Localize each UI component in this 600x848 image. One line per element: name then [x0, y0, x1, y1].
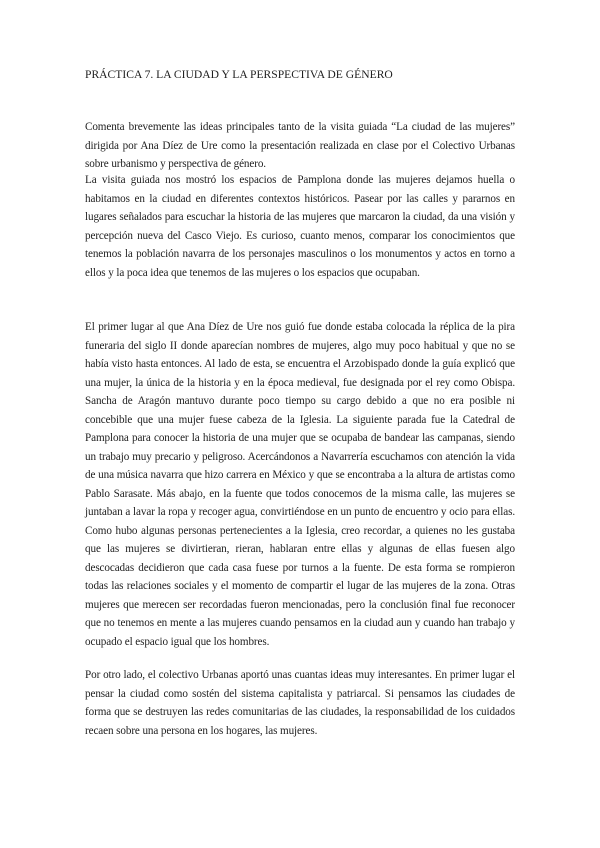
paragraph-visit-overview: La visita guiada nos mostró los espacios de Pamplona donde las mujeres dejamos huella o habitamos en la ciudad en diferentes contextos históricos. Pasear por las calles y pararnos en lugares señalados para escuchar la historia de las mujeres que marcaron la ciudad, da una visión y percepción nueva del Casco Viejo. Es curioso, cuanto menos, comparar los conocimientos que tenemos la población navarra de los personajes masculinos o los monumentos y actos en torno a ellos y la poca idea que tenemos de las mujeres o los espacios que ocupaban. — [85, 174, 515, 279]
paragraph-visit-stops: El primer lugar al que Ana Díez de Ure nos guió fue donde estaba colocada la réplica de la pira funeraria del siglo II donde aparecían nombres de mujeres, algo muy poco habitual y que no se había visto hasta entonces. Al lado de esta, se encuentra el Arzobispado donde la guía explicó que una mujer, la única de la historia y en la época medieval, fue designada por el rey como Obispa. Sancha de Aragón mantuvo durante poco tiempo su cargo debido a que no era posible ni concebible que una mujer fuese cabeza de la Iglesia. La siguiente parada fue la Catedral de Pamplona para conocer la historia de una mujer que se ocupaba de bandear las campanas, siendo un trabajo muy precario y peligroso. Acercándonos a Navarrería escuchamos con atención la vida de una música navarra que hizo carrera en México y que se encontraba a la altura de artistas como Pablo Sarasate. Más abajo, en la fuente que todos conocemos de la misma calle, las mujeres se juntaban a lavar la ropa y recoger agua, convirtiéndose en un punto de encuentro y ocio para ellas. Como hubo algunas personas pertenecientes a la Iglesia, creo recordar, a quienes no les gustaba que las mujeres se divirtieran, rieran, hablaran entre ellas y algunas de ellas fuesen algo descocadas decidieron que cada casa fuese por turnos a la fuente. De esta forma se rompieron todas las relaciones sociales y el momento de compartir el lugar de las mujeres de la zona. Otras mujeres que merecen ser recordadas fueron mencionadas, pero la conclusión final fue reconocer que no tenemos en mente a las mujeres cuando pensamos en la ciudad aun y cuando han trabajo y ocupado el espacio igual que los hombres. — [85, 321, 515, 648]
document-title: PRÁCTICA 7. LA CIUDAD Y LA PERSPECTIVA DE GÉNERO — [85, 68, 393, 81]
paragraph-urbanas: Por otro lado, el colectivo Urbanas aportó unas cuantas ideas muy interesantes. En primer lugar el pensar la ciudad como sostén del sistema capitalista y patriarcal. Si pensamos las ciudades de forma que se destruyen las redes comunitarias de las ciudades, la responsabilidad de los cuidados recaen sobre una persona en los hogares, las mujeres. — [85, 669, 515, 737]
assignment-prompt: Comenta brevemente las ideas principales tanto de la visita guiada “La ciudad de las mujeres” dirigida por Ana Díez de Ure como la presentación realizada en clase por el Colectivo Urbanas sobre urbanismo y perspectiva de género. — [85, 121, 515, 170]
